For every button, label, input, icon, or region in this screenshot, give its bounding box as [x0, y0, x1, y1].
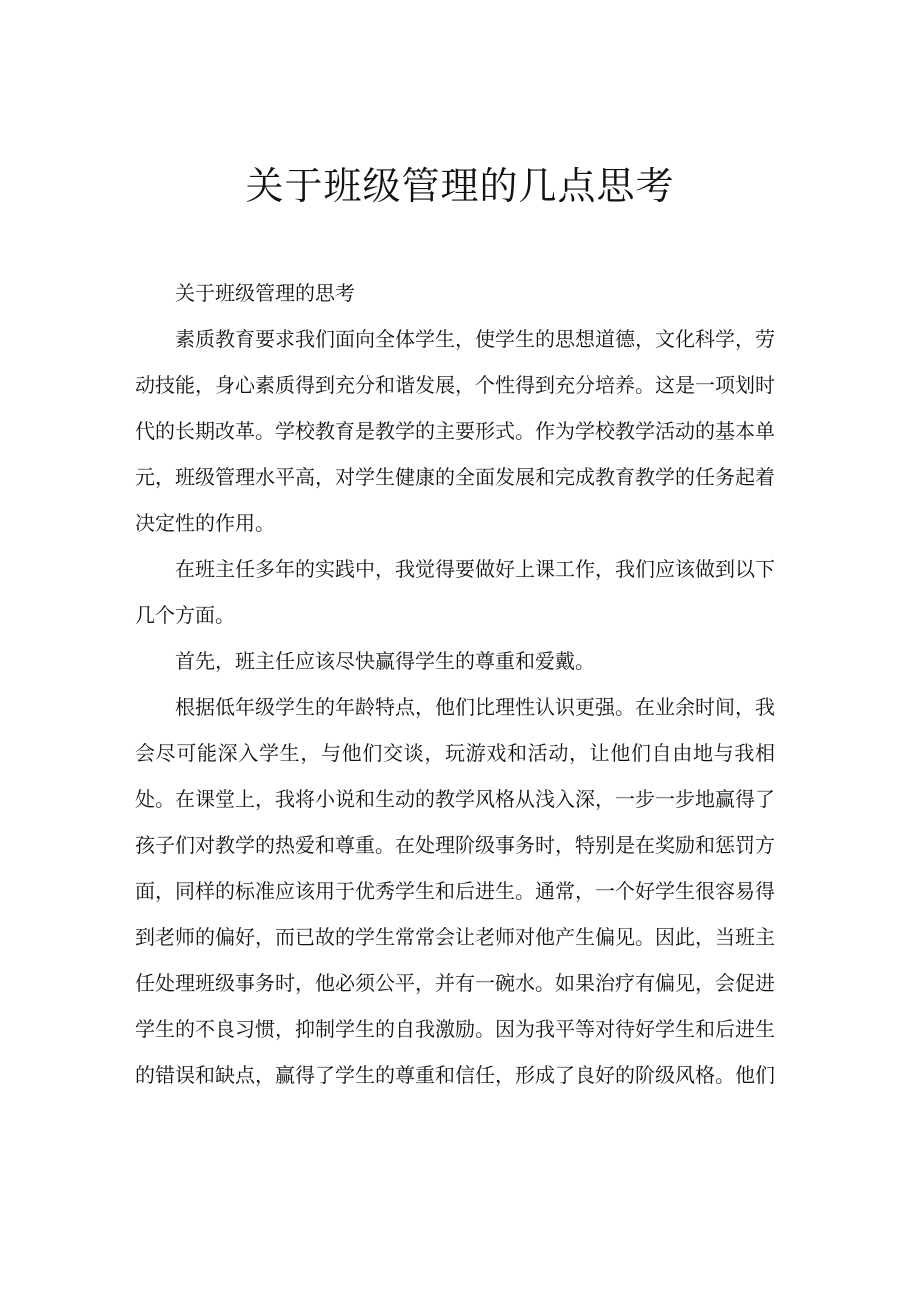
body-paragraph: 根据低年级学生的年龄特点，他们比理性认识更强。在业余时间，我会尽可能深入学生，与他们交谈，玩游戏和活动，让他们自由地与我相处。在课堂上，我将小说和生动的教学风格从浅入深，一步一步地赢得了孩子们对教学的热爱和尊重。在处理阶级事务时，特别是在奖励和惩罚方面，同样的标准应该用于优秀学生和后进生。通常，一个好学生很容易得到老师的偏好，而已故的学生常常会让老师对他产生偏见。因此，当班主任处理班级事务时，他必须公平，并有一碗水。如果治疗有偏见，会促进学生的不良习惯，抑制学生的自我激励。因为我平等对待好学生和后进生的错误和缺点，赢得了学生的尊重和信任，形成了良好的阶级风格。他们 — [135, 695, 775, 1087]
body-paragraph: 素质教育要求我们面向全体学生，使学生的思想道德，文化科学，劳动技能，身心素质得到充分和谐发展，个性得到充分培养。这是一项划时代的长期改革。学校教育是教学的主要形式。作为学校教学活动的基本单元，班级管理水平高，对学生健康的全面发展和完成教育教学的任务起着决定性的作用。 — [135, 327, 775, 535]
body-paragraph: 在班主任多年的实践中，我觉得要做好上课工作，我们应该做到以下几个方面。 — [135, 557, 775, 627]
body-paragraph: 首先，班主任应该尽快赢得学生的尊重和爱戴。 — [175, 649, 595, 673]
document-body — [135, 270, 775, 1098]
subtitle-paragraph: 关于班级管理的思考 — [175, 281, 355, 305]
document-title: 关于班级管理的几点思考 — [245, 164, 675, 208]
